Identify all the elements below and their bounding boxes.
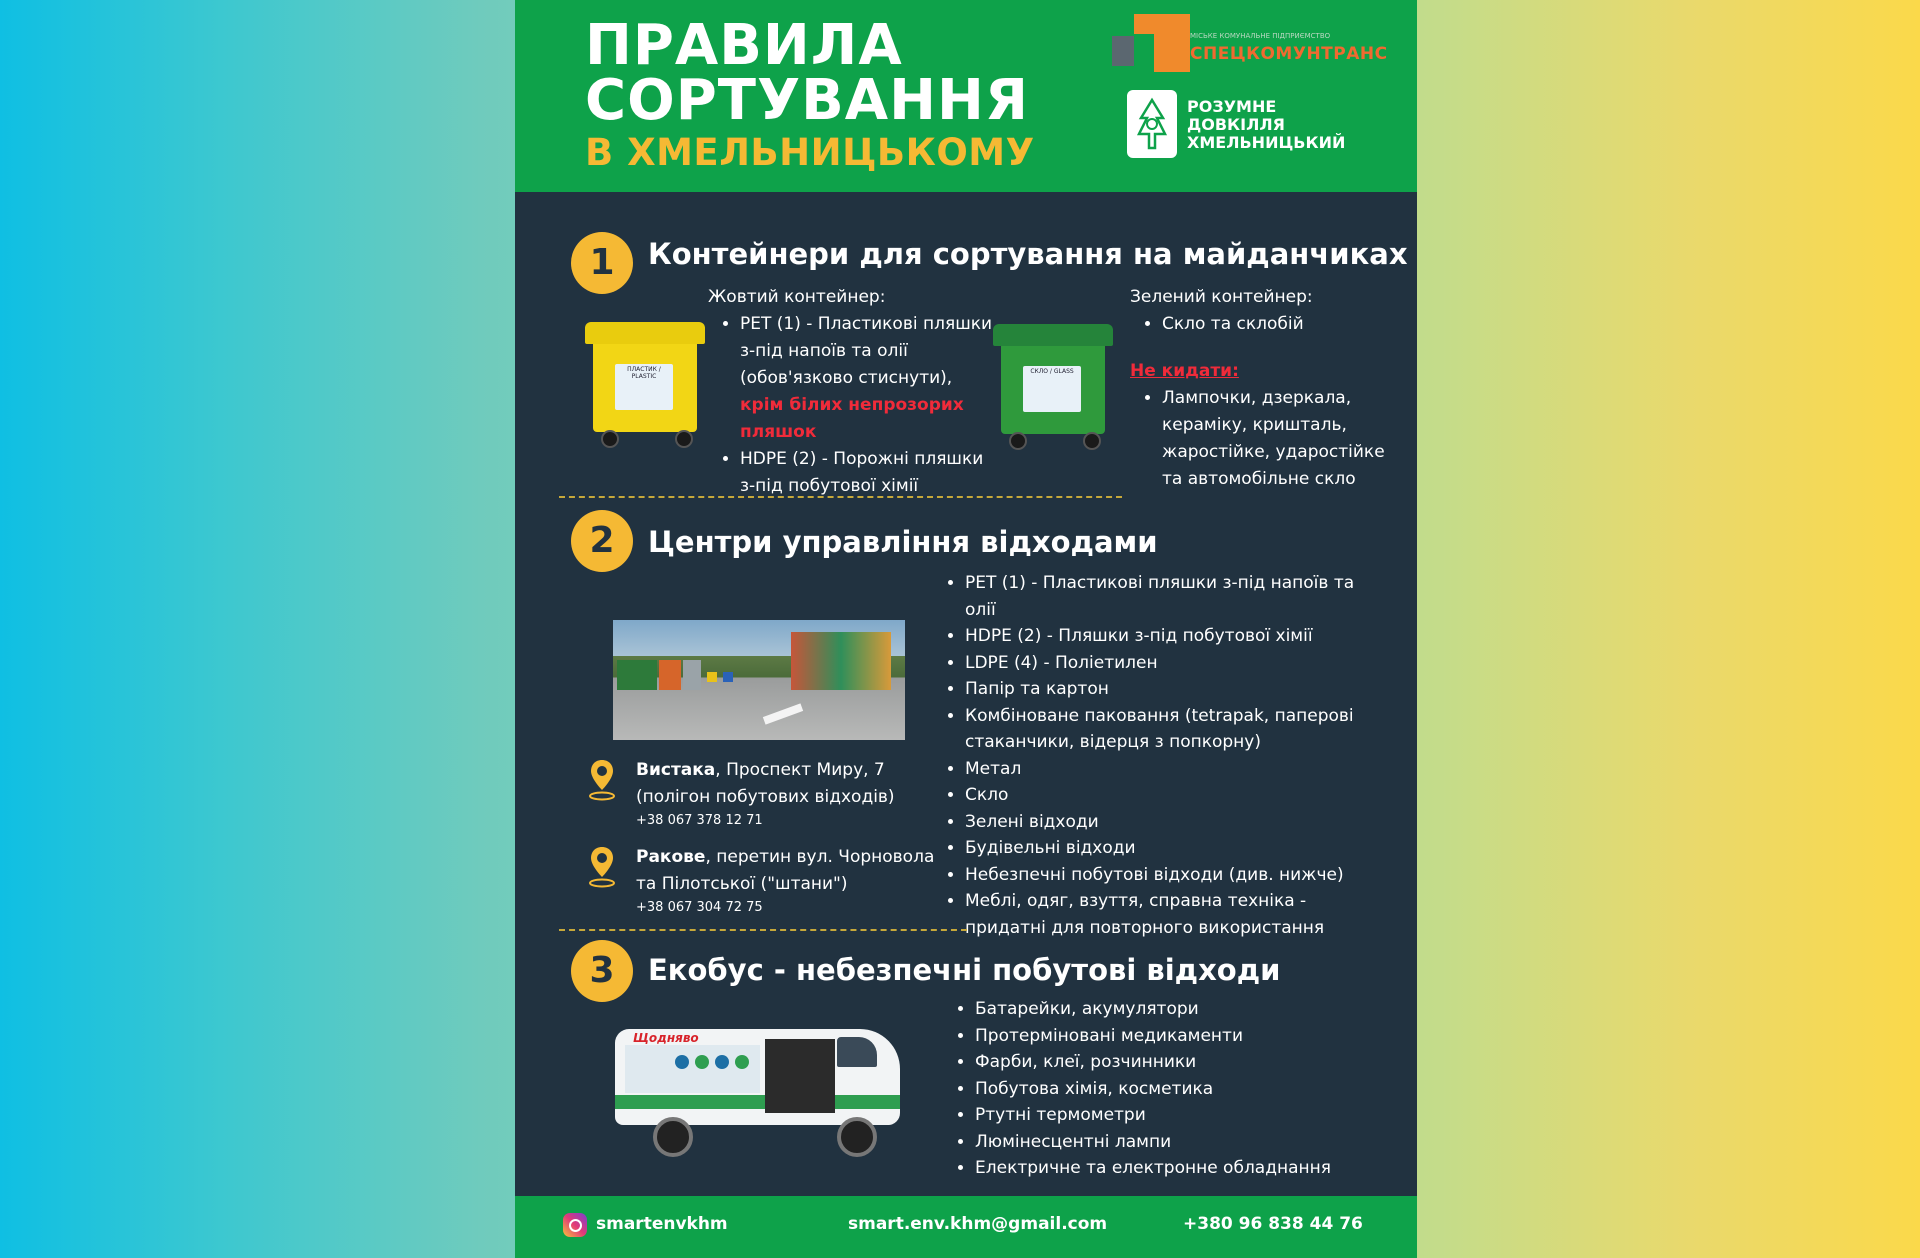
list-item: • Ртутні термометри xyxy=(975,1102,1383,1129)
list-item: • LDPE (4) - Поліетилен xyxy=(965,650,1373,677)
yellow-container-image: ПЛАСТИК / PLASTIC xyxy=(585,322,709,450)
smart-environment-text: РОЗУМНЕ ДОВКІЛЛЯ ХМЕЛЬНИЦЬКИЙ xyxy=(1187,97,1346,152)
list-item: • Лампочки, дзеркала, кераміку, кришталь, жаростійке, ударостійке та автомобільне скло xyxy=(1162,385,1400,493)
location-vystaka: Вистака, Проспект Миру, 7 (полігон побутових відходів) +38 067 378 12 71 xyxy=(636,757,936,831)
section-3-title: Екобус - небезпечні побутові відходи xyxy=(648,953,1281,987)
title-line-2: СОРТУВАННЯ xyxy=(585,68,1029,133)
section-1-number: 1 xyxy=(571,232,633,294)
contact-phone[interactable]: +380 96 838 44 76 xyxy=(1183,1214,1363,1234)
list-item: • Будівельні відходи xyxy=(965,835,1373,862)
list-item: • Метал xyxy=(965,756,1373,783)
phone-number: +38 067 378 12 71 xyxy=(636,813,763,828)
list-item: • Меблі, одяг, взуття, справна техніка - придатні для повторного використання xyxy=(965,888,1373,941)
location-rakove: Ракове, перетин вул. Чорновола та Пілотської ("штани") +38 067 304 72 75 xyxy=(636,844,936,918)
section-2-title: Центри управління відходами xyxy=(648,525,1158,559)
list-item: • Скло та склобій xyxy=(1162,311,1400,338)
list-item: • Люмінесцентні лампи xyxy=(975,1129,1383,1156)
list-item: • Електричне та електронне обладнання xyxy=(975,1155,1383,1182)
list-item: • Фарби, клеї, розчинники xyxy=(975,1049,1383,1076)
list-item: • PET (1) - Пластикові пляшки з-під напоїв та олії (обов'язково стиснути), крім білих непрозорих пляшок xyxy=(740,311,998,446)
section-3-number: 3 xyxy=(571,940,633,1002)
section-1-title: Контейнери для сортування на майданчиках xyxy=(648,237,1408,271)
green-container-info xyxy=(1130,284,1400,493)
list-item: • Комбіноване паковання (tetrapak, паперові стаканчики, відерця з попкорну) xyxy=(965,703,1373,756)
yellow-container-info xyxy=(708,284,998,500)
list-item: • Побутова хімія, косметика xyxy=(975,1076,1383,1103)
list-item: • HDPE (2) - Порожні пляшки з-під побутової хімії xyxy=(740,446,998,500)
title-line-3: В ХМЕЛЬНИЦЬКОМУ xyxy=(585,131,1035,174)
dont-throw-heading: Не кидати: xyxy=(1130,361,1239,381)
list-item: • PET (1) - Пластикові пляшки з-під напоїв та олії xyxy=(965,570,1373,623)
list-item: • Папір та картон xyxy=(965,676,1373,703)
location-name: Ракове xyxy=(636,847,706,867)
location-pin-icon xyxy=(588,845,616,889)
green-container-heading: Зелений контейнер: xyxy=(1130,287,1313,307)
waste-center-accepted-list xyxy=(933,570,1373,941)
org-name: СПЕЦКОМУНТРАНС xyxy=(1190,44,1388,64)
instagram-icon[interactable] xyxy=(563,1213,587,1237)
recycle-tree-icon xyxy=(1127,90,1177,158)
list-item: • Небезпечні побутові відходи (див. нижче) xyxy=(965,862,1373,889)
waste-center-photo xyxy=(613,620,905,740)
green-container-image: СКЛО / GLASS xyxy=(993,324,1117,452)
org-subtitle: МІСЬКЕ КОМУНАЛЬНЕ ПІДПРИЄМСТВО xyxy=(1190,32,1331,40)
dashed-divider xyxy=(559,496,1122,498)
yellow-container-heading: Жовтий контейнер: xyxy=(708,287,886,307)
spetskomuntrans-logo-icon xyxy=(1112,14,1192,76)
contact-email[interactable]: smart.env.khm@gmail.com xyxy=(848,1214,1108,1234)
smart-environment-logo xyxy=(1127,90,1407,162)
list-item: • Зелені відходи xyxy=(965,809,1373,836)
poster xyxy=(515,0,1417,1258)
list-item: • Протерміновані медикаменти xyxy=(975,1023,1383,1050)
title-line-1: ПРАВИЛА xyxy=(585,13,903,78)
location-pin-icon xyxy=(588,758,616,802)
spetskomuntrans-logo xyxy=(1112,14,1402,76)
dashed-divider xyxy=(559,929,967,931)
section-2-number: 2 xyxy=(571,510,633,572)
phone-number: +38 067 304 72 75 xyxy=(636,900,763,915)
ecobus-accepted-list xyxy=(943,996,1383,1182)
list-item: • Батарейки, акумулятори xyxy=(975,996,1383,1023)
header xyxy=(515,0,1417,192)
location-name: Вистака xyxy=(636,760,716,780)
ecobus-van-image: Щоднявo xyxy=(615,1025,915,1155)
footer xyxy=(515,1196,1417,1258)
list-item: • HDPE (2) - Пляшки з-під побутової хімії xyxy=(965,623,1373,650)
list-item: • Скло xyxy=(965,782,1373,809)
instagram-handle[interactable]: smartenvkhm xyxy=(596,1214,728,1234)
